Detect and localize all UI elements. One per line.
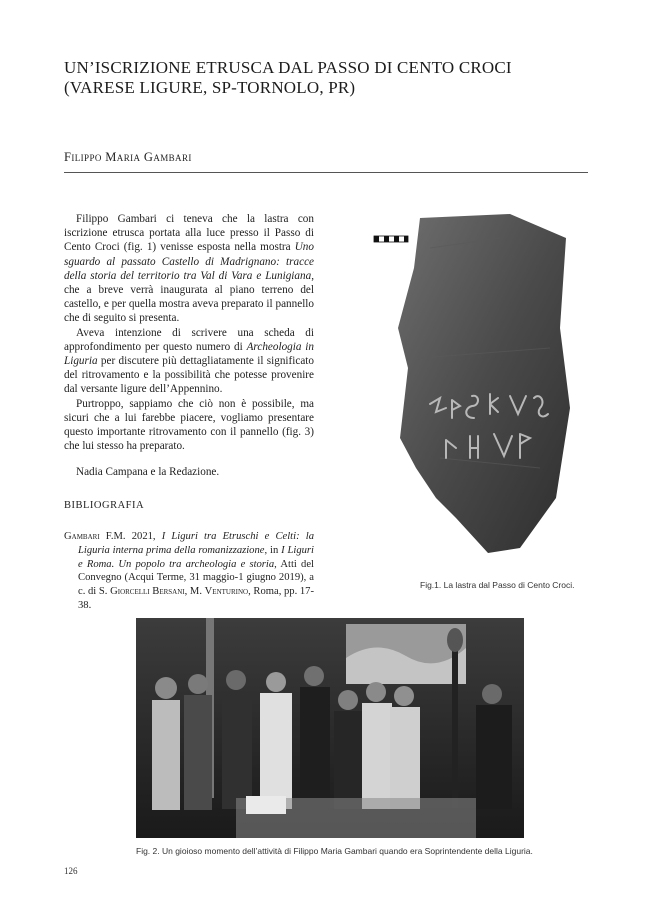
signature: Nadia Campana e la Redazione. (76, 466, 220, 479)
title-line-1: UN’ISCRIZIONE ETRUSCA DAL PASSO DI CENTO CROCI (64, 58, 512, 77)
figure-2-group-photo (136, 618, 524, 838)
text-segment: , in (264, 544, 282, 556)
body-text (64, 212, 314, 480)
figure-1-stone-slab-photo (360, 208, 588, 568)
stone-slab (398, 214, 570, 553)
bibliography-heading: BIBLIOGRAFIA (64, 500, 145, 511)
text-segment: , M. (184, 586, 205, 598)
text-segment: Venturino (204, 586, 249, 598)
text-segment: I Liguri e Roma. Un popolo tra archeologia e storia (78, 544, 314, 570)
text-segment: F.M. 2021, (99, 531, 162, 542)
paragraph-3 (64, 397, 314, 454)
text-segment: , Atti del Convegno (Acqui Terme, 31 maggio-1 giugno 2019), a c. di S. (78, 558, 314, 598)
paragraph-2 (64, 326, 314, 397)
text-segment: , che a breve verrà inaugurata al piano terreno del castello, e per quella mostra aveva preparato il pannello che di seguito si presenta. (64, 269, 314, 325)
text-segment: Purtroppo, sappiamo che ciò non è possibile, ma sicuri che a lui farebbe piacere, vogliamo presentare questo importante ritrovamento con il pannello (fig. 3) che lui stesso ha preparato. (64, 397, 314, 453)
title-line-2: (VARESE LIGURE, SP-TORNOLO, PR) (64, 78, 356, 97)
author-name: Filippo Maria Gambari (64, 150, 192, 164)
text-segment: Uno sguardo al passato Castello di Madrignano: tracce della storia del territorio tra Val di Vara e Lunigiana (64, 241, 314, 282)
paragraph-1 (64, 212, 314, 326)
scale-bar-icon (374, 236, 408, 242)
header-rule (64, 172, 588, 173)
article-title (64, 58, 604, 98)
figure-2-caption: Fig. 2. Un gioioso momento dell’attività di Filippo Maria Gambari quando era Soprintendente della Liguria. (136, 846, 533, 856)
text-segment: Gambari (64, 531, 100, 542)
text-segment: Giorcelli Bersani (110, 586, 185, 598)
text-segment: Aveva intenzione di scrivere una scheda di approfondimento per questo numero di (64, 326, 314, 353)
text-segment: I Liguri tra Etruschi e Celti: la Liguria interna prima della romanizzazione (78, 531, 314, 556)
text-segment: , Roma, pp. 17-38. (78, 586, 315, 611)
text-segment: per discutere più dettagliatamente il significato del ritrovamento e la possibilità che potesse provenire dal versante ligure dell’Appennino. (64, 355, 314, 396)
page-number: 126 (64, 866, 78, 876)
bibliography-entry (64, 530, 314, 613)
figure-1-caption: Fig.1. La lastra dal Passo di Cento Croci. (420, 580, 575, 590)
text-segment: Archeologia in Liguria (64, 340, 314, 368)
text-segment: Filippo Gambari ci teneva che la lastra con iscrizione etrusca portata alla luce presso il Passo di Cento Croci (fig. 1) venisse esposta nella mostra (64, 213, 314, 254)
